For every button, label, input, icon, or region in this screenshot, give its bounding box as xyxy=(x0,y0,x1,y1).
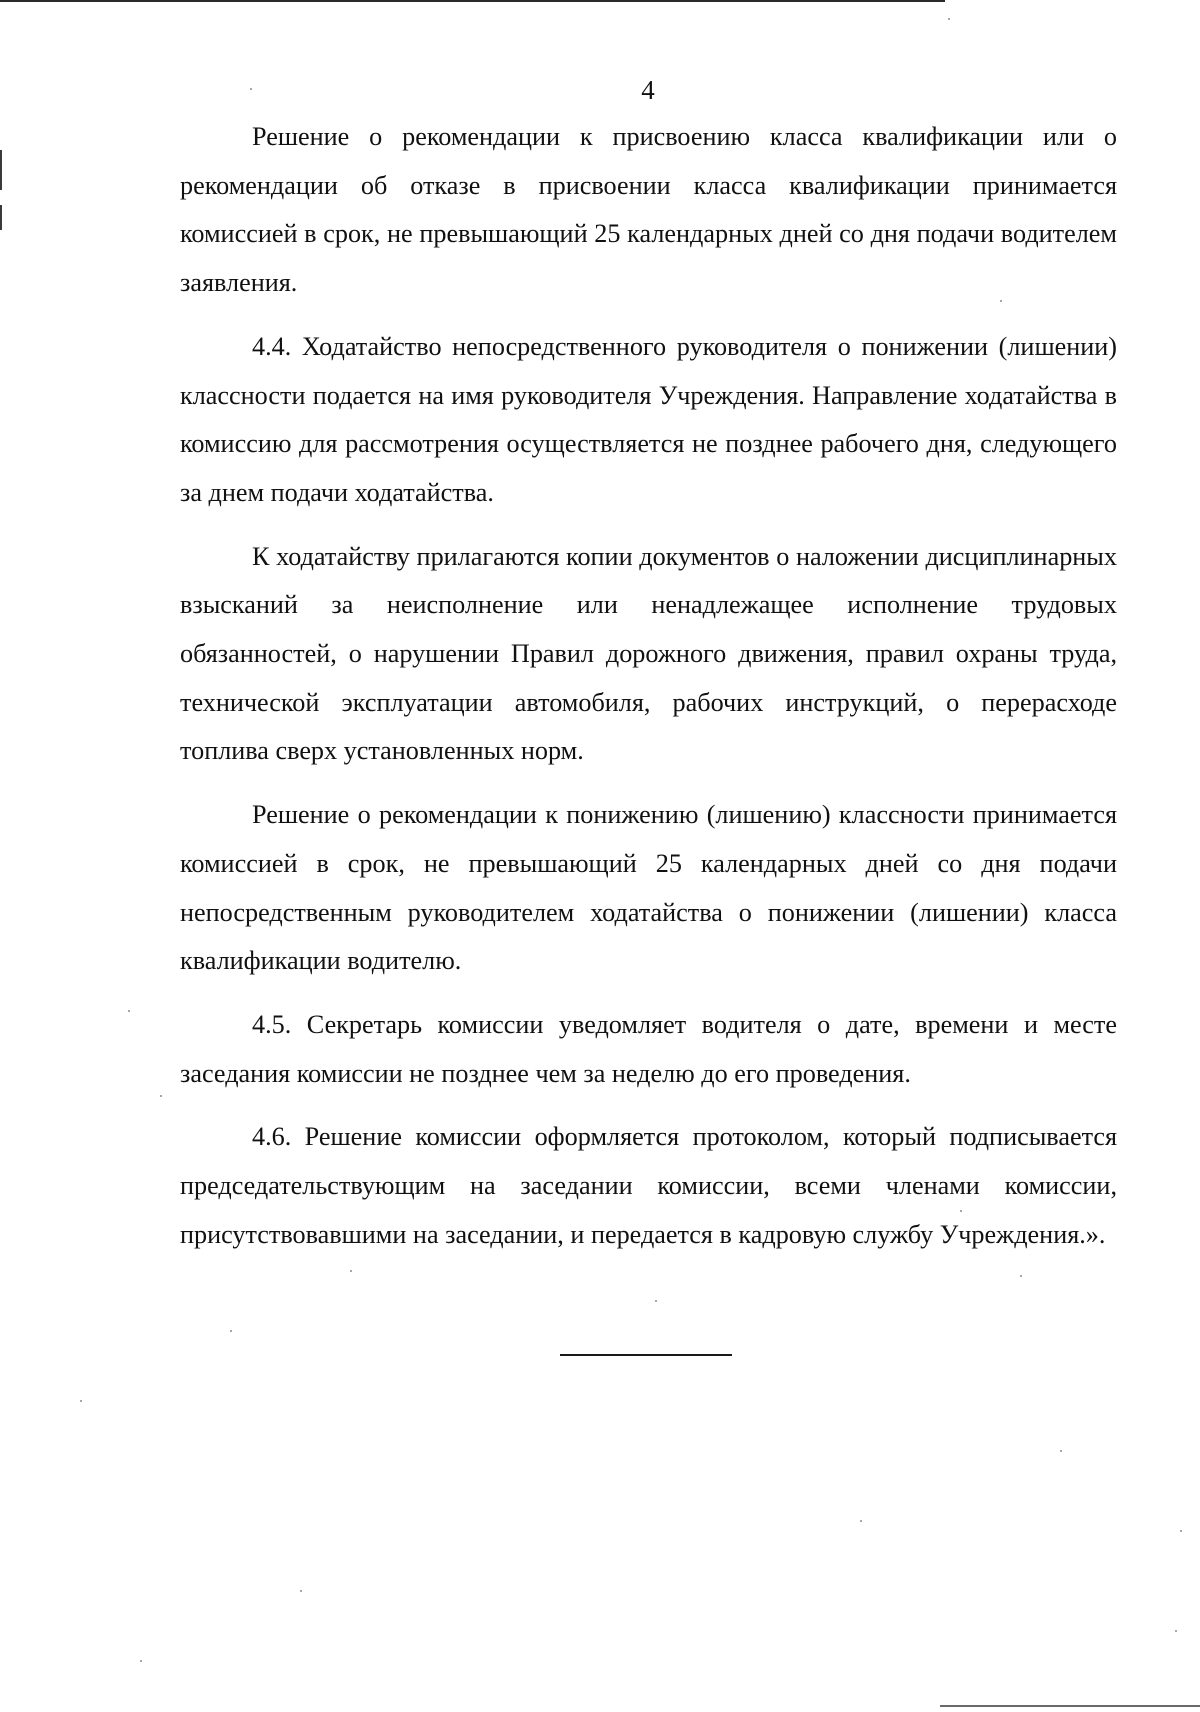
paragraph-4-4-petition: 4.4. Ходатайство непосредственного руководителя о понижении (лишении) классности подается на имя руководителя Учреждения. Направление ходатайства в комиссию для рассмотрения осуществляется не позднее рабочего дня, следующего за днем подачи ходатайства. xyxy=(180,331,1117,507)
paragraph-petition-attachments: К ходатайству прилагаются копии документов о наложении дисциплинарных взысканий за неисполнение или ненадлежащее исполнение трудовых обязанностей, о нарушении Правил дорожного движения, правил охраны труда, технической эксплуатации автомобиля, рабочих инструкций, о перерасходе топлива сверх установленных норм. xyxy=(180,541,1117,766)
scan-speck xyxy=(300,1590,302,1592)
page-number: 4 xyxy=(641,75,655,105)
top-edge-rule xyxy=(0,0,945,2)
paragraph-4-6-protocol: 4.6. Решение комиссии оформляется протоколом, который подписывается председательствующим на заседании комиссии, всеми членами комиссии, присутствовавшими на заседании, и передается в кадровую службу Учреждения.». xyxy=(180,1122,1117,1249)
bottom-edge-rule xyxy=(940,1705,1200,1707)
scan-speck xyxy=(1020,1275,1022,1277)
scan-speck xyxy=(1000,300,1002,302)
paragraph-decision-qualification: Решение о рекомендации к присвоению класса квалификации или о рекомендации об отказе в присвоении класса квалификации принимается комиссией в срок, не превышающий 25 календарных дней со дня подачи водителем заявления. xyxy=(180,122,1117,298)
scan-speck xyxy=(860,1520,862,1522)
scan-speck xyxy=(350,1270,352,1272)
scan-speck xyxy=(80,1400,82,1402)
scan-speck xyxy=(140,1660,142,1662)
document-body xyxy=(180,113,1117,1274)
scan-speck xyxy=(948,18,950,20)
scan-speck xyxy=(230,1330,232,1332)
paragraph-decision-downgrade: Решение о рекомендации к понижению (лишению) классности принимается комиссией в срок, не превышающий 25 календарных дней со дня подачи непосредственным руководителем ходатайства о понижении (лишении) класса квалификации водителю. xyxy=(180,800,1117,976)
scan-speck xyxy=(128,1010,130,1012)
paragraph-4-5-secretary: 4.5. Секретарь комиссии уведомляет водителя о дате, времени и месте заседания комиссии не позднее чем за неделю до его проведения. xyxy=(180,1009,1117,1088)
scan-speck xyxy=(960,1210,962,1212)
scan-speck xyxy=(655,1300,657,1302)
end-separator-line xyxy=(560,1354,732,1356)
scan-speck xyxy=(160,1095,162,1097)
scan-speck xyxy=(250,88,252,90)
scan-speck xyxy=(1175,1630,1177,1632)
scan-edge-mark xyxy=(0,205,2,230)
scan-edge-mark xyxy=(0,150,2,190)
scan-speck xyxy=(1060,1450,1062,1452)
scan-speck xyxy=(1180,1530,1182,1532)
